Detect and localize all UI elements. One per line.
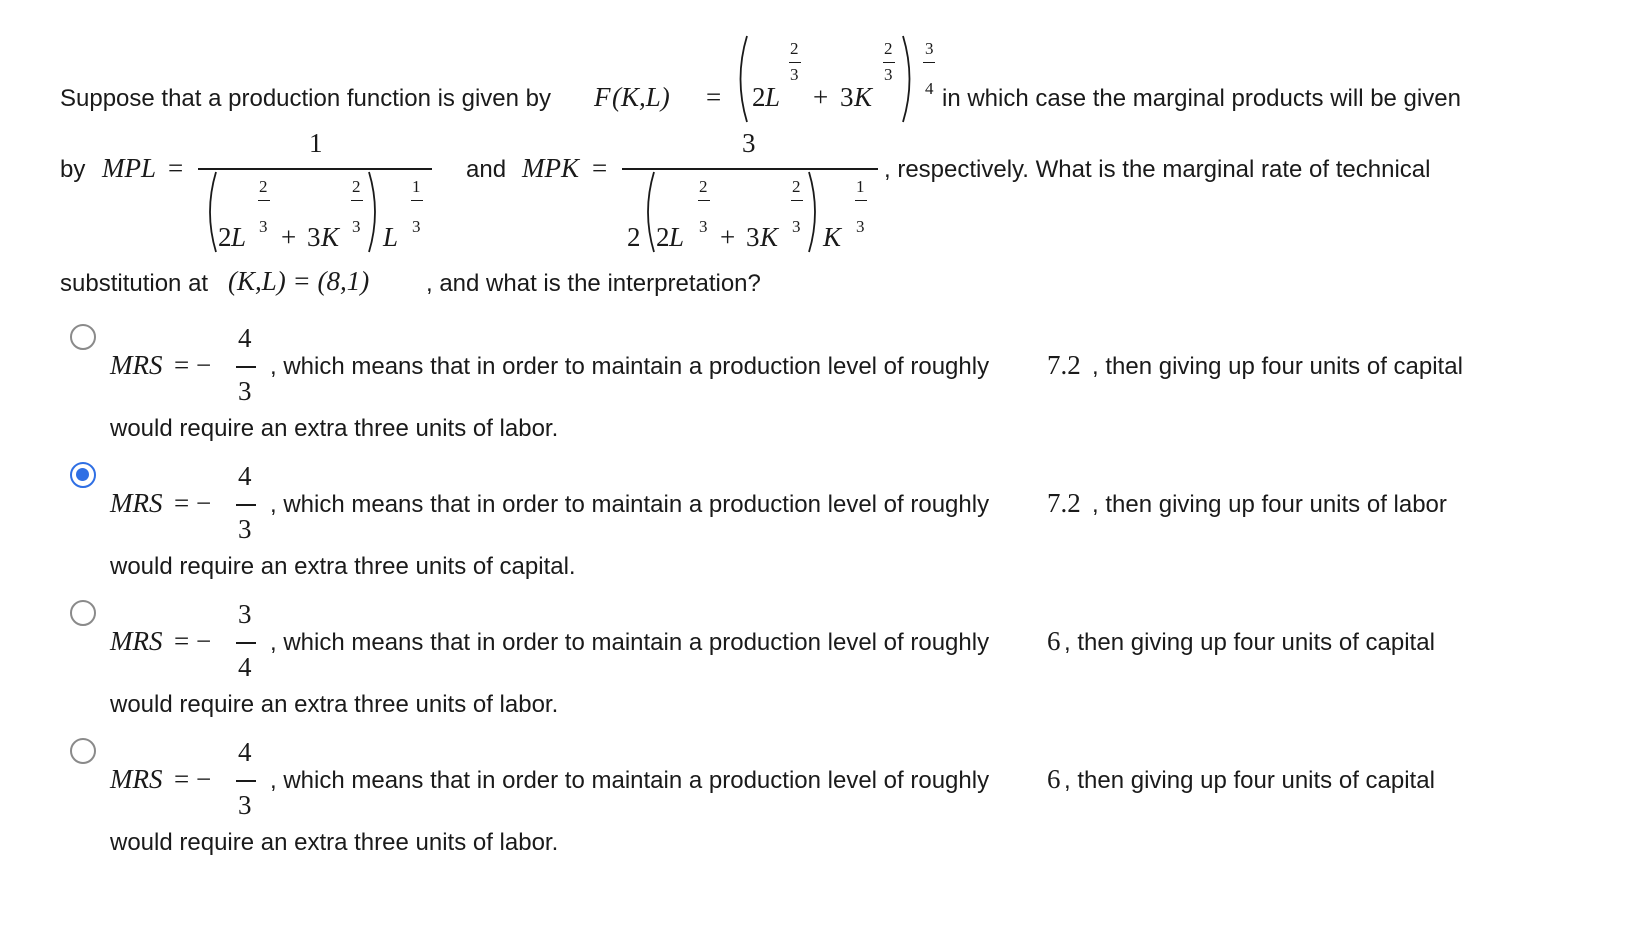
option-b-mrs-label: MRS	[110, 488, 163, 518]
option-c-text-a: , which means that in order to maintain a production level of roughly	[270, 629, 990, 656]
outer-exp-den: 4	[925, 79, 934, 98]
question-and: and	[466, 156, 507, 183]
radio-option-c[interactable]	[70, 600, 96, 626]
mpl-right-paren-icon	[366, 170, 382, 254]
mpl-den-L2: L	[383, 222, 399, 252]
outer-exp-num: 3	[925, 39, 934, 58]
option-d-eq-minus: = −	[174, 764, 212, 794]
base-2: 2	[752, 82, 766, 112]
base-3: 3	[840, 82, 854, 112]
plus-sign: +	[813, 82, 829, 112]
question-line1-prefix: Suppose that a production function is given by	[60, 85, 551, 112]
mpk-root-exp-bar	[855, 200, 867, 201]
func-args: (K,L)	[612, 82, 670, 112]
option-b-frac-bar	[236, 504, 256, 506]
func-name: F	[594, 82, 611, 112]
mpk-coef: 2	[627, 222, 641, 252]
mpk-exp-den-K: 3	[792, 217, 801, 236]
question-line1-suffix: in which case the marginal products will be given	[942, 85, 1461, 112]
mpl-root-exp-num: 1	[412, 177, 421, 196]
mpk-den-K: K	[760, 222, 779, 252]
mpk-exp-bar-L	[698, 200, 710, 201]
option-d-frac-den: 3	[238, 790, 252, 820]
mpl-exp-num-K: 2	[352, 177, 361, 196]
mpl-label: MPL	[102, 153, 156, 183]
option-b-frac-den: 3	[238, 514, 252, 544]
mpl-exp-num-L: 2	[259, 177, 268, 196]
exp-num-L: 2	[790, 39, 799, 58]
option-c-mrs-label: MRS	[110, 626, 163, 656]
option-d-level: 6	[1047, 764, 1061, 794]
radio-option-d[interactable]	[70, 738, 96, 764]
radio-option-a[interactable]	[70, 324, 96, 350]
mpl-den-3: 3	[307, 222, 321, 252]
exp-num-K: 2	[884, 39, 893, 58]
mpk-den-3: 3	[746, 222, 760, 252]
option-a-frac-bar	[236, 366, 256, 368]
option-c-eq-minus: = −	[174, 626, 212, 656]
option-c-text-b: , then giving up four units of capital	[1064, 629, 1435, 656]
mpk-den-L: L	[669, 222, 685, 252]
option-d-frac-bar	[236, 780, 256, 782]
right-paren-icon	[900, 34, 918, 124]
mpl-exp-bar-K	[351, 200, 363, 201]
option-d-frac-num: 4	[238, 737, 252, 767]
mpk-exp-num-L: 2	[699, 177, 708, 196]
option-d-text-a: , which means that in order to maintain a production level of roughly	[270, 767, 990, 794]
mpk-numerator: 3	[742, 128, 756, 158]
var-K: K	[854, 82, 873, 112]
question-line3-prefix: substitution at	[60, 270, 209, 297]
mpl-equals: =	[168, 153, 184, 183]
mpl-den-plus: +	[281, 222, 297, 252]
point-value: (K,L) = (8,1)	[228, 266, 370, 296]
option-a-eq-minus: = −	[174, 350, 212, 380]
left-paren-icon	[732, 34, 750, 124]
mpl-root-exp-bar	[411, 200, 423, 201]
mpk-fraction-bar	[622, 168, 878, 170]
mpl-den-2: 2	[218, 222, 232, 252]
exp-den-L: 3	[790, 65, 799, 84]
option-c-frac-bar	[236, 642, 256, 644]
mpk-label: MPK	[522, 153, 579, 183]
option-b-text-b: , then giving up four units of labor	[1092, 491, 1447, 518]
option-a-text-b: , then giving up four units of capital	[1092, 353, 1463, 380]
mpk-right-paren-icon	[806, 170, 822, 254]
question-by: by	[60, 156, 86, 183]
question-line2-suffix: , respectively. What is the marginal rate of technical	[884, 156, 1431, 183]
option-c-frac-den: 4	[238, 652, 252, 682]
option-c-text-c: would require an extra three units of labor.	[110, 691, 559, 718]
option-d-text-c: would require an extra three units of labor.	[110, 829, 559, 856]
option-c-level: 6	[1047, 626, 1061, 656]
option-a-frac-den: 3	[238, 376, 252, 406]
func-equals: =	[706, 82, 722, 112]
mpk-exp-bar-K	[791, 200, 803, 201]
radio-option-b[interactable]	[70, 462, 96, 488]
option-d-text-b: , then giving up four units of capital	[1064, 767, 1435, 794]
outer-exp-bar	[923, 62, 935, 63]
mpk-den-plus: +	[720, 222, 736, 252]
mpl-numerator: 1	[309, 128, 323, 158]
exp-bar-L	[789, 62, 801, 63]
exp-bar-K	[883, 62, 895, 63]
option-a-level: 7.2	[1047, 350, 1081, 380]
mpl-left-paren-icon	[203, 170, 219, 254]
mpk-den-2: 2	[656, 222, 670, 252]
option-b-text-a: , which means that in order to maintain a production level of roughly	[270, 491, 990, 518]
mpk-root-exp-num: 1	[856, 177, 865, 196]
mpl-exp-bar-L	[258, 200, 270, 201]
mpl-den-K: K	[321, 222, 340, 252]
option-b-frac-num: 4	[238, 461, 252, 491]
var-L: L	[765, 82, 781, 112]
option-a-mrs-label: MRS	[110, 350, 163, 380]
option-d-mrs-label: MRS	[110, 764, 163, 794]
option-b-eq-minus: = −	[174, 488, 212, 518]
mpl-den-L: L	[231, 222, 247, 252]
mpk-exp-den-L: 3	[699, 217, 708, 236]
mpl-exp-den-K: 3	[352, 217, 361, 236]
mpk-den-K2: K	[823, 222, 842, 252]
option-b-level: 7.2	[1047, 488, 1081, 518]
mpk-left-paren-icon	[641, 170, 657, 254]
mpk-root-exp-den: 3	[856, 217, 865, 236]
option-a-frac-num: 4	[238, 323, 252, 353]
mpl-root-exp-den: 3	[412, 217, 421, 236]
question-line3-suffix: , and what is the interpretation?	[426, 270, 761, 297]
mpk-exp-num-K: 2	[792, 177, 801, 196]
exp-den-K: 3	[884, 65, 893, 84]
mpl-fraction-bar	[198, 168, 432, 170]
option-b-text-c: would require an extra three units of capital.	[110, 553, 576, 580]
option-a-text-c: would require an extra three units of labor.	[110, 415, 559, 442]
mpl-exp-den-L: 3	[259, 217, 268, 236]
option-c-frac-num: 3	[238, 599, 252, 629]
option-a-text-a: , which means that in order to maintain a production level of roughly	[270, 353, 990, 380]
mpk-equals: =	[592, 153, 608, 183]
